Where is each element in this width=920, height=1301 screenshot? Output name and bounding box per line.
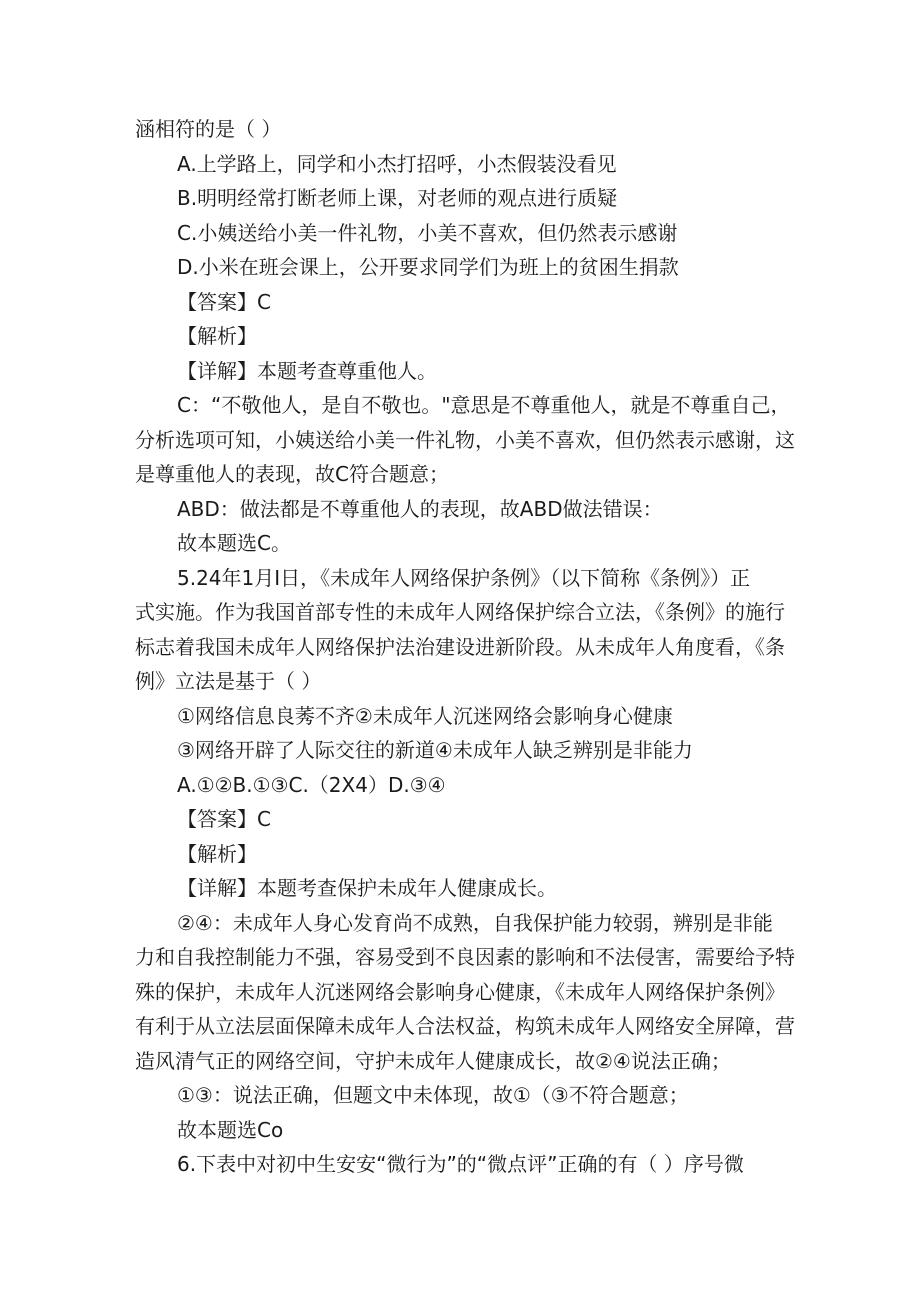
text-line: 【详解】本题考查保护未成年人健康成长。 <box>177 876 557 900</box>
text-line: 例》立法是基于（ ） <box>135 669 322 693</box>
text-line: 标志着我国未成年人网络保护法治建设进新阶段。从未成年人角度看，《条 <box>135 634 785 659</box>
text-line: ①③：说法正确，但题文中未体现，故①（③不符合题意； <box>177 1083 689 1107</box>
text-line: 式实施。作为我国首部专性的未成年人网络保护综合立法，《条例》的施行 <box>135 600 785 624</box>
text-line: B.明明经常打断老师上课，对老师的观点进行质疑 <box>177 186 618 210</box>
text-line: 力和自我控制能力不强，容易受到不良因素的影响和不法侵害，需要给予特 <box>135 945 795 969</box>
text-line: 故本题选Co <box>177 1117 284 1142</box>
text-line: 【解析】 <box>177 324 257 348</box>
document-body <box>135 112 795 1182</box>
text-line: 涵相符的是（ ） <box>135 117 282 141</box>
text-line: 5.24年1月I日，《未成年人网络保护条例》（以下简称《条例》）正 <box>177 565 751 590</box>
text-line: 造风清气正的网络空间，守护未成年人健康成长，故②④说法正确； <box>135 1048 731 1073</box>
text-line: 殊的保护，未成年人沉迷网络会影响身心健康，《未成年人网络保护条例》 <box>135 979 785 1004</box>
text-line: ①网络信息良莠不齐②未成年人沉迷网络会影响身心健康 <box>177 703 673 728</box>
text-line: C：“不敬他人，是自不敬也。"意思是不尊重他人，就是不尊重自己， <box>177 393 791 417</box>
text-line: ②④：未成年人身心发育尚不成熟，自我保护能力较弱，辨别是非能 <box>177 910 773 935</box>
text-line: 【解析】 <box>177 841 257 866</box>
text-line: A.上学路上，同学和小杰打招呼，小杰假装没看见 <box>177 151 617 176</box>
text-line: 是尊重他人的表现，故C符合题意； <box>135 462 449 486</box>
text-line: ABD：做法都是不尊重他人的表现，故ABD做法错误： <box>177 496 663 521</box>
text-line: 故本题选C。 <box>177 531 291 555</box>
text-line: 【答案】C <box>177 289 271 314</box>
text-line: 【详解】本题考查尊重他人。 <box>177 358 437 383</box>
text-line: ③网络开辟了人际交往的新道④未成年人缺乏辨别是非能力 <box>177 738 693 762</box>
text-line: A.①②B.①③C.（2X4）D.③④ <box>177 772 446 797</box>
text-line: 分析选项可知，小姨送给小美一件礼物，小美不喜欢，但仍然表示感谢，这 <box>135 427 795 452</box>
text-line: 【答案】C <box>177 807 271 831</box>
text-line: 6.下表中对初中生安安“微行为”的“微点评”正确的有（ ）序号微 <box>177 1152 744 1176</box>
text-line: D.小米在班会课上，公开要求同学们为班上的贫困生捐款 <box>177 255 679 279</box>
text-line: 有利于从立法层面保障未成年人合法权益，构筑未成年人网络安全屏障，营 <box>135 1014 795 1038</box>
text-line: C.小姨送给小美一件礼物，小美不喜欢，但仍然表示感谢 <box>177 220 678 245</box>
